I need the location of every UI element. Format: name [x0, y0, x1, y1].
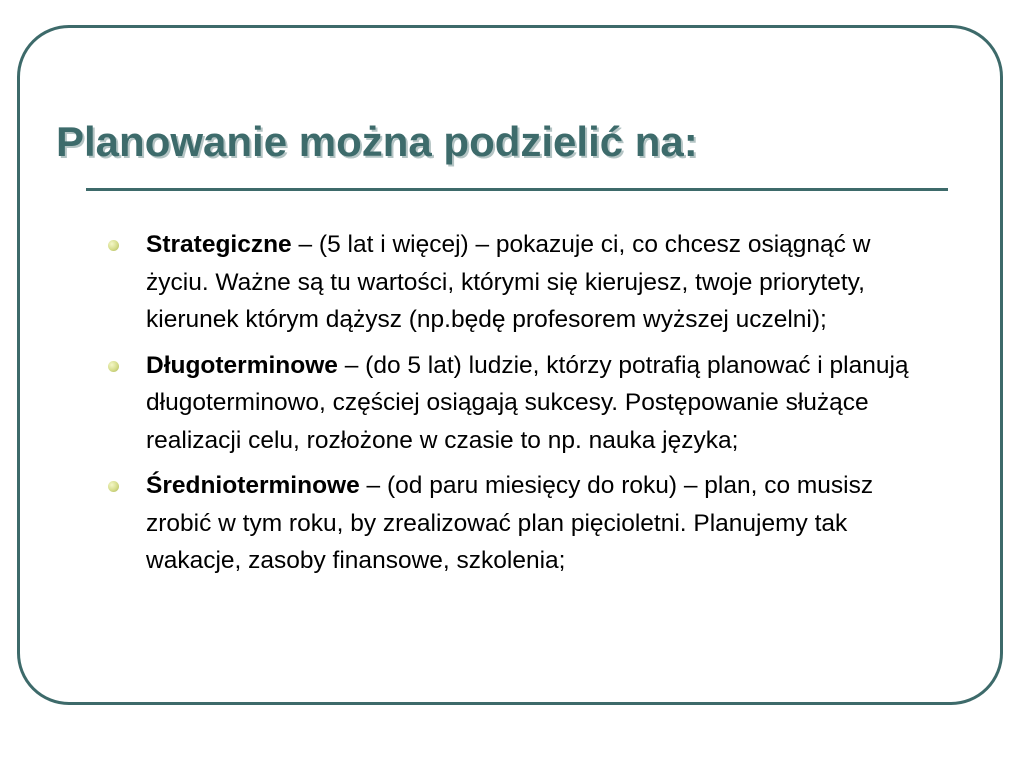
bullet-text: – (od paru miesięcy do roku) – plan, co musisz zrobić w tym roku, by zrealizować plan pięcioletni. Planujemy tak wakacje, zasoby finansowe, szkolenia; [146, 472, 874, 574]
slide-title: Planowanie można podzielić na: [56, 118, 698, 165]
bullet-term: Długoterminowe [146, 351, 338, 379]
bullet-dot-icon [108, 361, 119, 372]
bullet-term: Średnioterminowe [146, 472, 360, 499]
title-underline [86, 188, 948, 191]
bullet-term: Strategiczne [146, 231, 292, 258]
bullet-text: – (do 5 lat) ludzie, którzy potrafią planować i planują długoterminowo, częściej osiągają sukcesy. Postępowanie służące realizacji celu, rozłożone w czasie to np. nauka języka; [146, 351, 909, 454]
bullet-item-srednioterminowe [106, 467, 916, 580]
bullet-item-strategiczne [106, 226, 916, 339]
bullet-item-dlugoterminowe [106, 347, 916, 460]
bullet-text: – (5 lat i więcej) – pokazuje ci, co chcesz osiągnąć w życiu. Ważne są tu wartości, którymi się kierujesz, twoje priorytety, kierunek którym dążysz (np.będę profesorem wyższej uczelni); [146, 231, 871, 333]
bullet-dot-icon [108, 240, 119, 251]
bullet-dot-icon [108, 481, 119, 492]
bullet-list [106, 226, 916, 588]
